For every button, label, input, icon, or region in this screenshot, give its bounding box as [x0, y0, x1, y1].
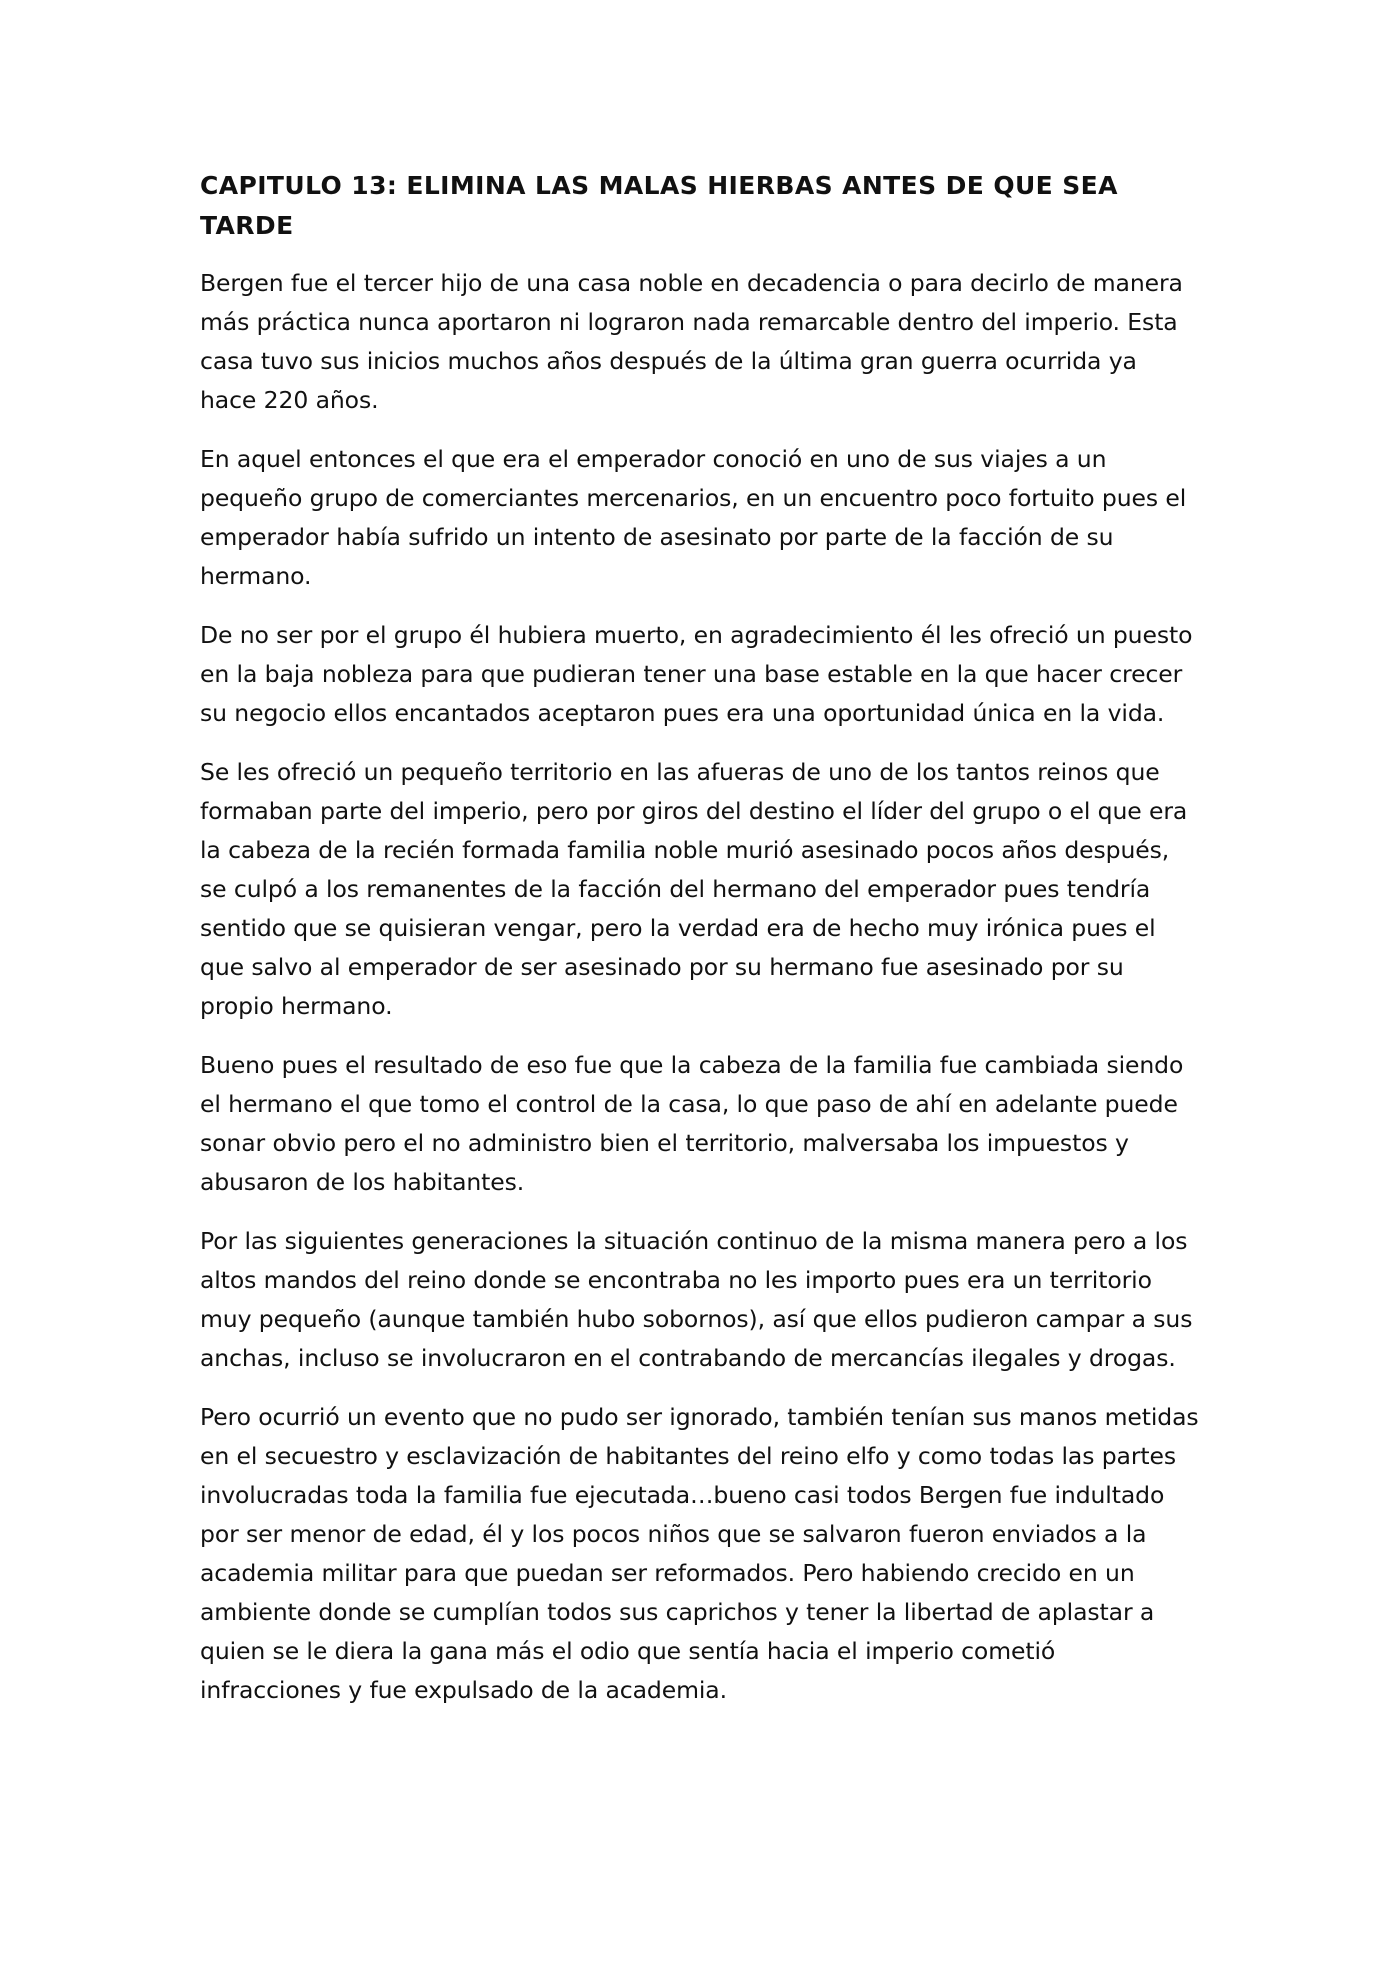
paragraph: Se les ofreció un pequeño territorio en las afueras de uno de los tantos reinos que formaban parte del imperio, pero por giros del destino el líder del grupo o el que era la cabeza de la recién formada familia noble murió asesinado pocos años después, se culpó a los remanentes de la facción del hermano del emperador pues tendría sentido que se quisieran vengar, pero la verdad era de hecho muy irónica pues el que salvo al emperador de ser asesinado por su hermano fue asesinado por su propio hermano.: [200, 758, 1188, 1020]
paragraph: De no ser por el grupo él hubiera muerto, en agradecimiento él les ofreció un puesto en la baja nobleza para que pudieran tener una base estable en la que hacer crecer su negocio ellos encantados aceptaron pues era una oportunidad única en la vida.: [200, 621, 1193, 727]
paragraph: Bergen fue el tercer hijo de una casa noble en decadencia o para decirlo de manera más práctica nunca aportaron ni lograron nada remarcable dentro del imperio. Esta casa tuvo sus inicios muchos años después de la última gran guerra ocurrida ya hace 220 años.: [200, 269, 1183, 414]
chapter-title: CAPITULO 13: ELIMINA LAS MALAS HIERBAS ANTES DE QUE SEA TARDE: [200, 171, 1118, 240]
paragraph: En aquel entonces el que era el emperador conoció en uno de sus viajes a un pequeño grupo de comerciantes mercenarios, en un encuentro poco fortuito pues el emperador había sufrido un intento de asesinato por parte de la facción de su hermano.: [200, 445, 1187, 590]
paragraph: Pero ocurrió un evento que no pudo ser ignorado, también tenían sus manos metidas en el secuestro y esclavización de habitantes del reino elfo y como todas las partes involucradas toda la familia fue ejecutada…bueno casi todos Bergen fue indultado por ser menor de edad, él y los pocos niños que se salvaron fueron enviados a la academia militar para que puedan ser reformados. Pero habiendo crecido en un ambiente donde se cumplían todos sus caprichos y tener la libertad de aplastar a quien se le diera la gana más el odio que sentía hacia el imperio cometió infracciones y fue expulsado de la academia.: [200, 1403, 1199, 1704]
paragraph: Bueno pues el resultado de eso fue que la cabeza de la familia fue cambiada siendo el hermano el que tomo el control de la casa, lo que paso de ahí en adelante puede sonar obvio pero el no administro bien el territorio, malversaba los impuestos y abusaron de los habitantes.: [200, 1051, 1184, 1196]
paragraph: Por las siguientes generaciones la situación continuo de la misma manera pero a los altos mandos del reino donde se encontraba no les importo pues era un territorio muy pequeño (aunque también hubo sobornos), así que ellos pudieron campar a sus anchas, incluso se involucraron en el contrabando de mercancías ilegales y drogas.: [200, 1227, 1193, 1372]
